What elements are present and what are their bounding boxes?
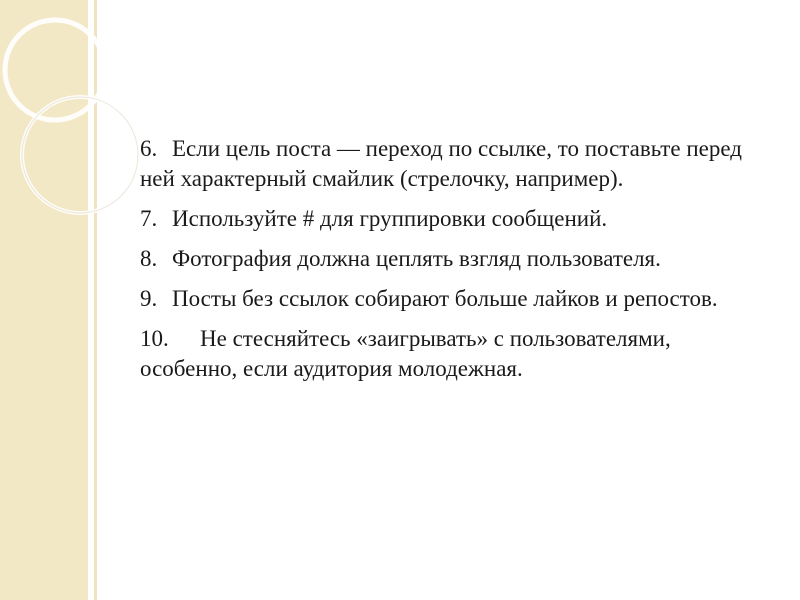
numbered-list (140, 134, 760, 394)
list-item (140, 204, 760, 234)
list-item-text: Не стесняйтесь «заигрывать» с пользователями, особенно, если аудитория молодежная. (140, 326, 671, 381)
list-item-number: 9. (140, 286, 158, 311)
list-item-text: Используйте # для группировки сообщений. (172, 206, 608, 231)
list-item (140, 244, 760, 274)
list-item-number: 8. (140, 246, 158, 271)
list-item (140, 324, 760, 384)
list-item-number: 6. (140, 136, 158, 161)
list-item-number: 7. (140, 206, 158, 231)
list-item-text: Если цель поста — переход по ссылке, то поставьте перед ней характерный смайлик (стрелочку, например). (140, 136, 742, 191)
list-item (140, 284, 760, 314)
list-item-text: Посты без ссылок собирают больше лайков и репостов. (172, 286, 718, 311)
list-item-number: 10. (140, 326, 169, 351)
list-item (140, 134, 760, 194)
list-item-text: Фотография должна цеплять взгляд пользователя. (172, 246, 661, 271)
